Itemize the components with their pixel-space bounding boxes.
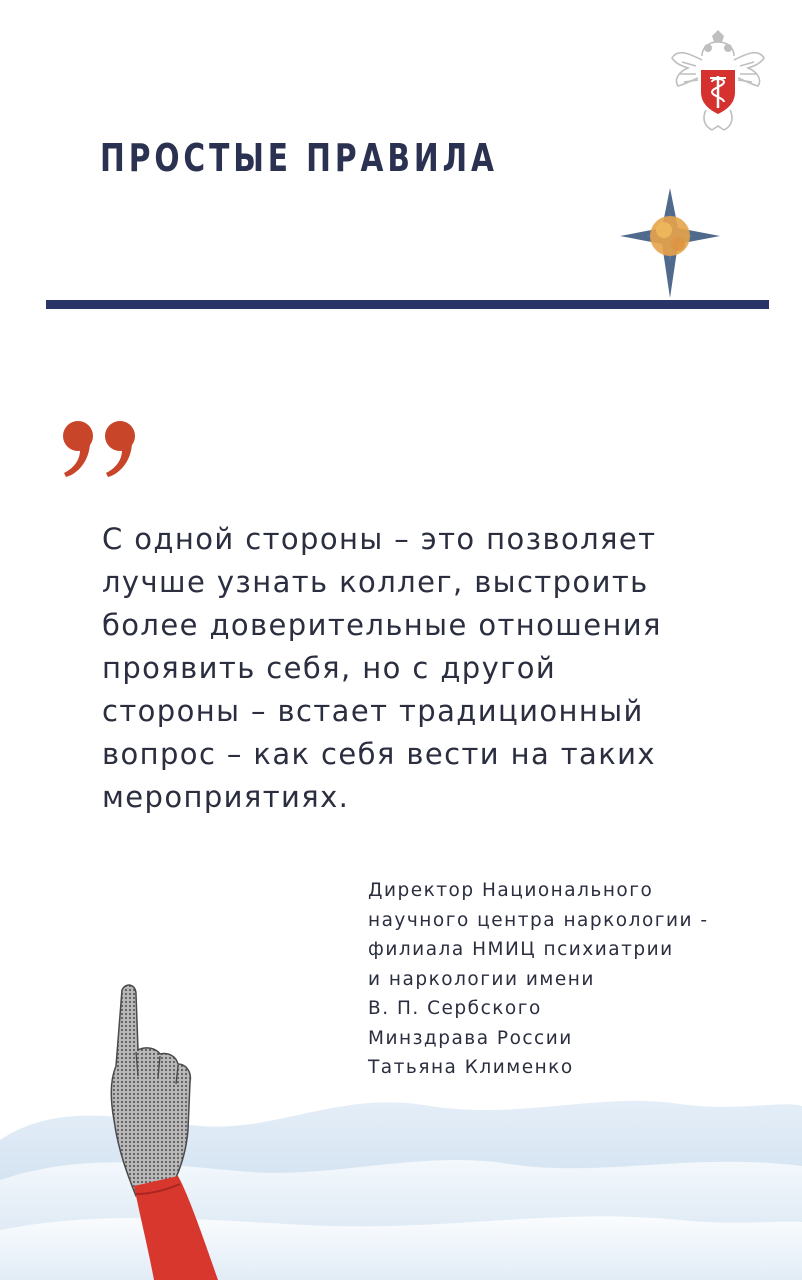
- attribution-line: Минздрава России: [368, 1027, 573, 1049]
- quote-line: мероприятиях.: [102, 780, 350, 814]
- attribution-line: филиала НМИЦ психиатрии: [368, 939, 674, 960]
- quote-line: вопрос – как себя вести на таких: [102, 737, 656, 771]
- compass-star-icon: [618, 186, 722, 300]
- quote-line: лучше узнать коллег, выстроить: [102, 565, 649, 599]
- quote-line: более доверительные отношения: [102, 608, 662, 642]
- page-title: ПРОСТЫЕ ПРАВИЛА: [100, 136, 498, 180]
- pointing-hand-icon: [96, 980, 246, 1280]
- quote-text: [102, 518, 742, 819]
- quote-line: стороны – встает традиционный: [102, 694, 644, 728]
- quote-line: проявить себя, но с другой: [102, 651, 557, 685]
- attribution-line: В. П. Сербского: [368, 998, 542, 1019]
- quote-attribution: [368, 876, 778, 1083]
- quote-line: С одной стороны – это позволяет: [102, 522, 657, 556]
- attribution-line: Директор Национального: [368, 880, 654, 901]
- attribution-line: и наркологии имени: [368, 968, 595, 990]
- attribution-line: Татьяна Клименко: [368, 1057, 574, 1078]
- attribution-line: научного центра наркологии -: [368, 909, 709, 931]
- quote-mark-icon: [60, 420, 144, 478]
- header-divider: [46, 300, 769, 309]
- ministry-emblem-icon: [668, 28, 768, 134]
